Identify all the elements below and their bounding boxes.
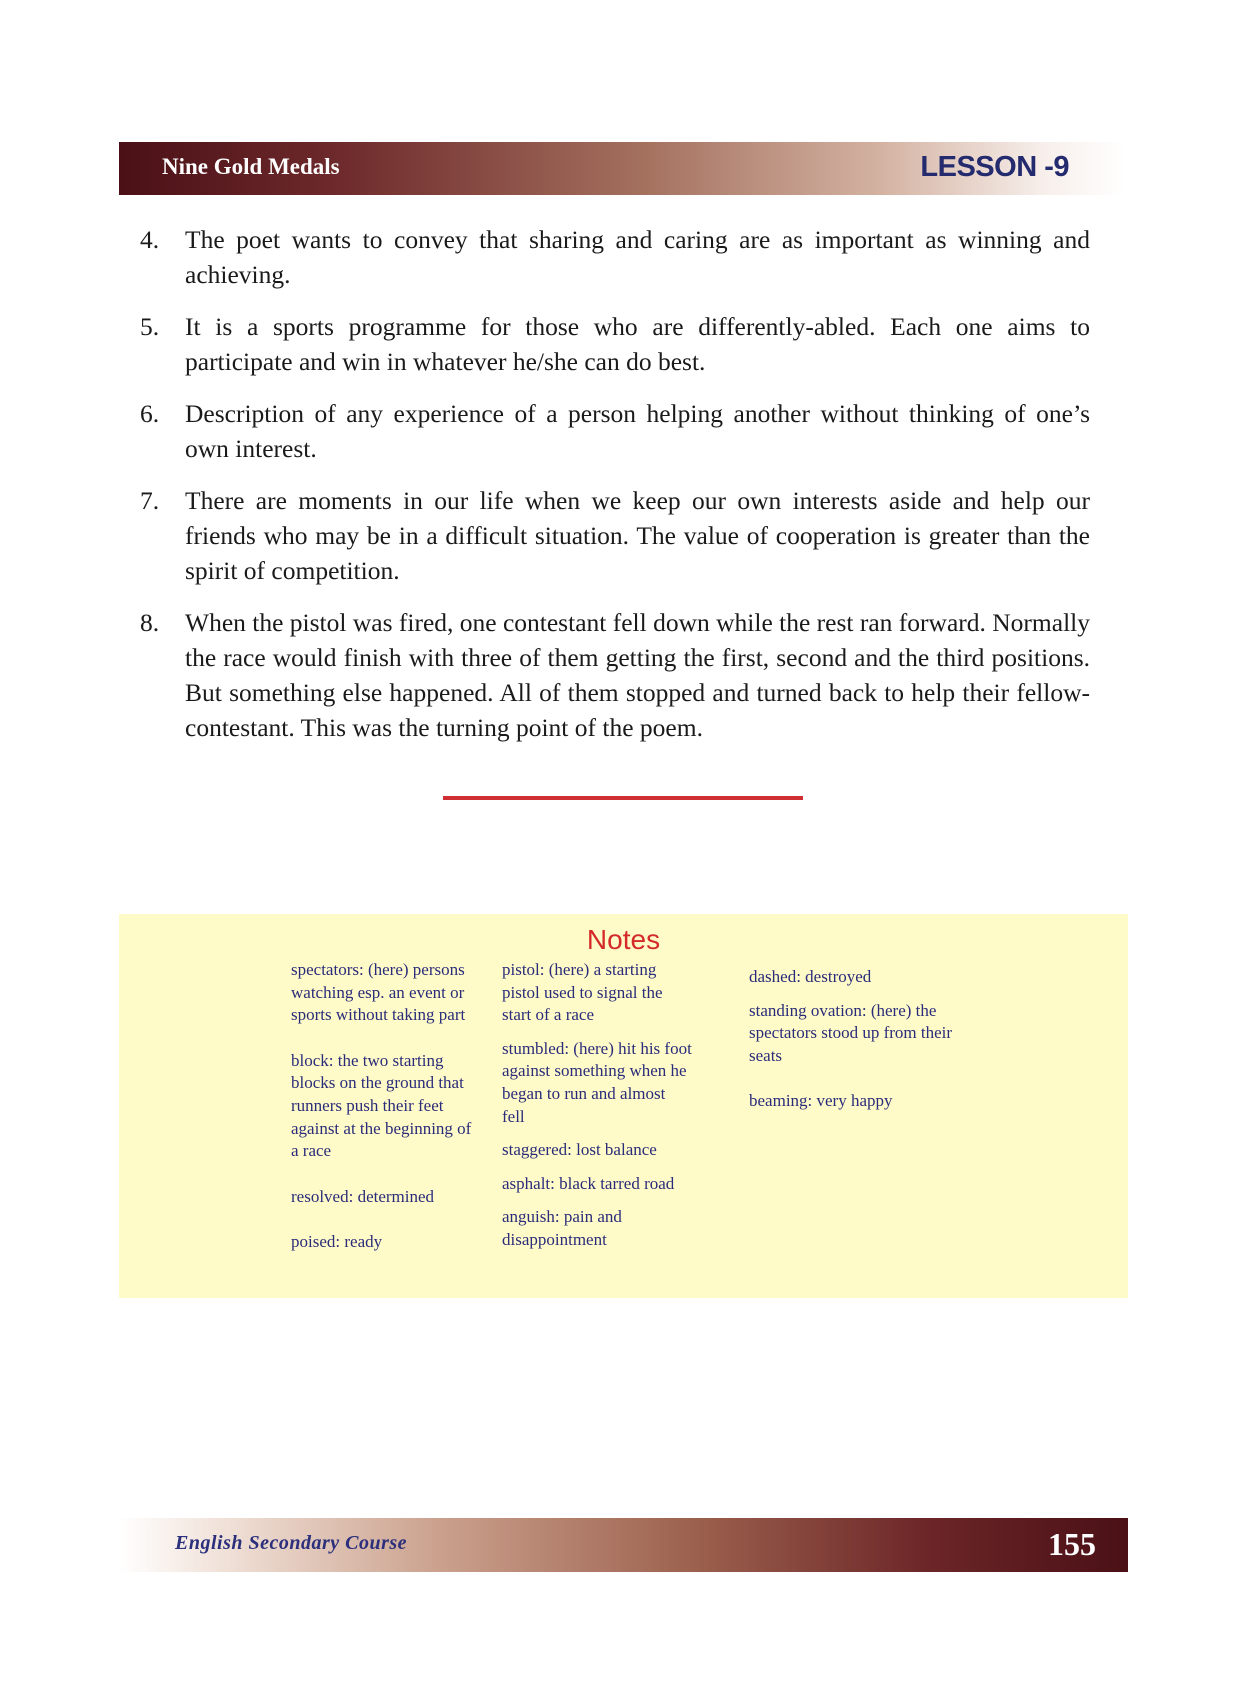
notes-box <box>119 914 1128 1298</box>
notes-column-1 <box>291 959 477 1277</box>
note-item: asphalt: black tarred road <box>502 1173 675 1193</box>
answer-number: 4. <box>140 225 160 254</box>
note-item: block: the two starting blocks on the ground that runners push their feet against at the beginning of a race <box>291 1050 472 1161</box>
note-item: poised: ready <box>291 1232 383 1252</box>
note-item: anguish: pain and disappointment <box>502 1207 622 1249</box>
answer-text: The poet wants to convey that sharing and caring are as important as winning and achieving. <box>185 225 1090 289</box>
notes-title: Notes <box>586 924 661 955</box>
note-item: resolved: determined <box>291 1186 435 1206</box>
note-item: spectators: (here) persons watching esp. an event or sports without taking part <box>291 960 466 1025</box>
answer-item <box>140 396 1090 466</box>
note-item: standing ovation: (here) the spectators stood up from their seats <box>749 1000 953 1065</box>
answer-number: 8. <box>140 608 160 637</box>
answers-list <box>140 222 1090 762</box>
answer-item <box>140 222 1090 292</box>
answer-item <box>140 483 1090 588</box>
notes-column-2 <box>502 959 692 1263</box>
section-divider <box>443 796 803 800</box>
answer-text: When the pistol was fired, one contestant fell down while the rest ran forward. Normally the race would finish with three of them getting the first, second and the third positions. But something else happened. All of them stopped and turned back to help their fellow-contestant. This was the turning point of the poem. <box>185 608 1090 742</box>
answer-number: 7. <box>140 486 160 515</box>
answer-number: 5. <box>140 312 160 341</box>
answer-item <box>140 309 1090 379</box>
course-name: English Secondary Course <box>175 1532 408 1554</box>
note-item: staggered: lost balance <box>502 1140 657 1160</box>
footer-band <box>119 1518 1128 1572</box>
header-band <box>119 142 1125 195</box>
note-item: pistol: (here) a starting pistol used to signal the start of a race <box>502 960 663 1025</box>
answer-text: Description of any experience of a person helping another without thinking of one’s own interest. <box>185 399 1090 463</box>
answer-text: There are moments in our life when we keep our own interests aside and help our friends who may be in a difficult situation. The value of cooperation is greater than the spirit of competition. <box>185 486 1090 585</box>
page-number: 155 <box>1048 1526 1096 1562</box>
answer-text: It is a sports programme for those who are differently-abled. Each one aims to participate and win in whatever he/she can do best. <box>185 312 1090 376</box>
notes-column-3 <box>749 966 959 1124</box>
answer-item <box>140 605 1090 745</box>
note-item: stumbled: (here) hit his foot against something when he began to run and almost fell <box>502 1038 692 1126</box>
answer-number: 6. <box>140 399 160 428</box>
chapter-title: Nine Gold Medals <box>162 154 340 179</box>
lesson-label: LESSON -9 <box>920 151 1069 183</box>
note-item: dashed: destroyed <box>749 967 872 986</box>
note-item: beaming: very happy <box>749 1091 893 1111</box>
